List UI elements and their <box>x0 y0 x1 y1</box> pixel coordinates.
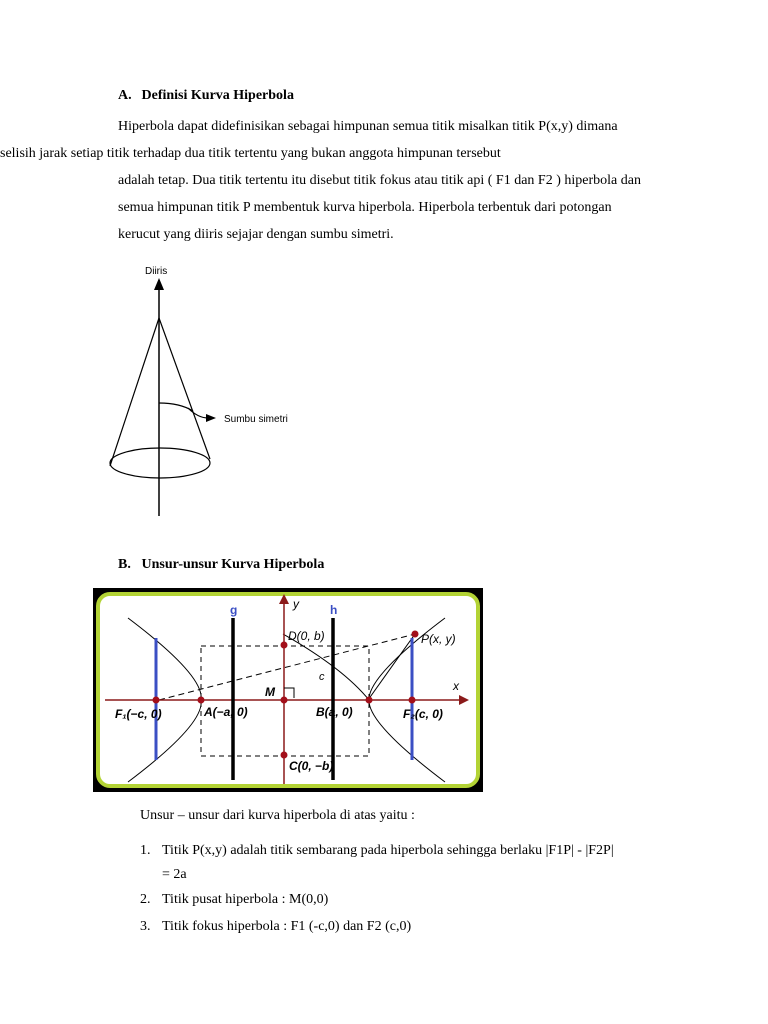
label-h: h <box>330 603 338 617</box>
x-axis-label: x <box>453 679 459 693</box>
section-a-number: A. <box>118 88 132 103</box>
elements-intro: Unsur – unsur dari kurva hiperbola di atas yaitu : <box>140 808 415 823</box>
list-number: 3. <box>140 919 151 934</box>
paragraph-line: adalah tetap. Dua titik tertentu itu disebut titik fokus atau titik api ( F1 dan F2 ) hiperbola dan <box>118 173 641 188</box>
pointer-arrowhead <box>206 414 216 422</box>
label-d: D(0, b) <box>288 629 325 643</box>
cone-side-right <box>159 318 210 459</box>
cone-axis-arrowhead <box>154 278 164 290</box>
section-b-number: B. <box>118 557 131 572</box>
paragraph-line: semua himpunan titik P membentuk kurva hiperbola. Hiperbola terbentuk dari potongan <box>118 200 612 215</box>
point-d <box>281 642 288 649</box>
list-text: Titik P(x,y) adalah titik sembarang pada hiperbola sehingga berlaku |F1P| - |F2P| <box>162 843 614 858</box>
point-f2 <box>409 697 416 704</box>
label-p: P(x, y) <box>421 632 456 646</box>
cone-side-left <box>110 318 159 466</box>
label-m: M <box>265 685 275 699</box>
label-a: A(−a, 0) <box>204 705 248 719</box>
list-text: Titik fokus hiperbola : F1 (-c,0) dan F2 (c,0) <box>162 919 412 934</box>
paragraph-line: Hiperbola dapat didefinisikan sebagai himpunan semua titik misalkan titik P(x,y) dimana <box>118 119 618 134</box>
point-p <box>412 631 419 638</box>
point-b <box>366 697 373 704</box>
cone-figure <box>100 258 330 520</box>
list-continuation: = 2a <box>162 867 187 882</box>
label-f2: F₂(c, 0) <box>403 707 443 721</box>
label-c-point: C(0, −b) <box>289 759 334 773</box>
section-b-title: Unsur-unsur Kurva Hiperbola <box>141 557 325 572</box>
point-a <box>198 697 205 704</box>
cut-curve <box>159 403 193 411</box>
list-item <box>140 892 328 908</box>
label-b: B(a, 0) <box>316 705 353 719</box>
cone-label-diiris: Diiris <box>145 266 168 277</box>
y-axis-label: y <box>293 597 299 611</box>
list-number: 1. <box>140 843 151 858</box>
point-f1 <box>153 697 160 704</box>
cone-label-sumbu: Sumbu simetri <box>224 414 288 425</box>
cone-base <box>110 448 210 478</box>
list-text: Titik pusat hiperbola : M(0,0) <box>162 892 329 907</box>
definition-paragraph <box>0 113 675 248</box>
list-number: 2. <box>140 892 151 907</box>
point-m <box>281 697 288 704</box>
point-c <box>281 752 288 759</box>
label-f1: F₁(−c, 0) <box>115 707 162 721</box>
list-item <box>140 919 411 935</box>
section-a-title: Definisi Kurva Hiperbola <box>141 88 294 103</box>
section-b-heading <box>118 557 324 573</box>
list-item <box>140 843 614 882</box>
label-c: c <box>319 671 325 683</box>
label-g: g <box>230 603 238 617</box>
section-a-heading <box>118 88 294 104</box>
hyperbola-figure <box>93 588 483 792</box>
paragraph-line: selisih jarak setiap titik terhadap dua titik tertentu yang bukan anggota himpunan tersebut <box>0 146 501 161</box>
paragraph-line: kerucut yang diiris sejajar dengan sumbu simetri. <box>118 227 394 242</box>
